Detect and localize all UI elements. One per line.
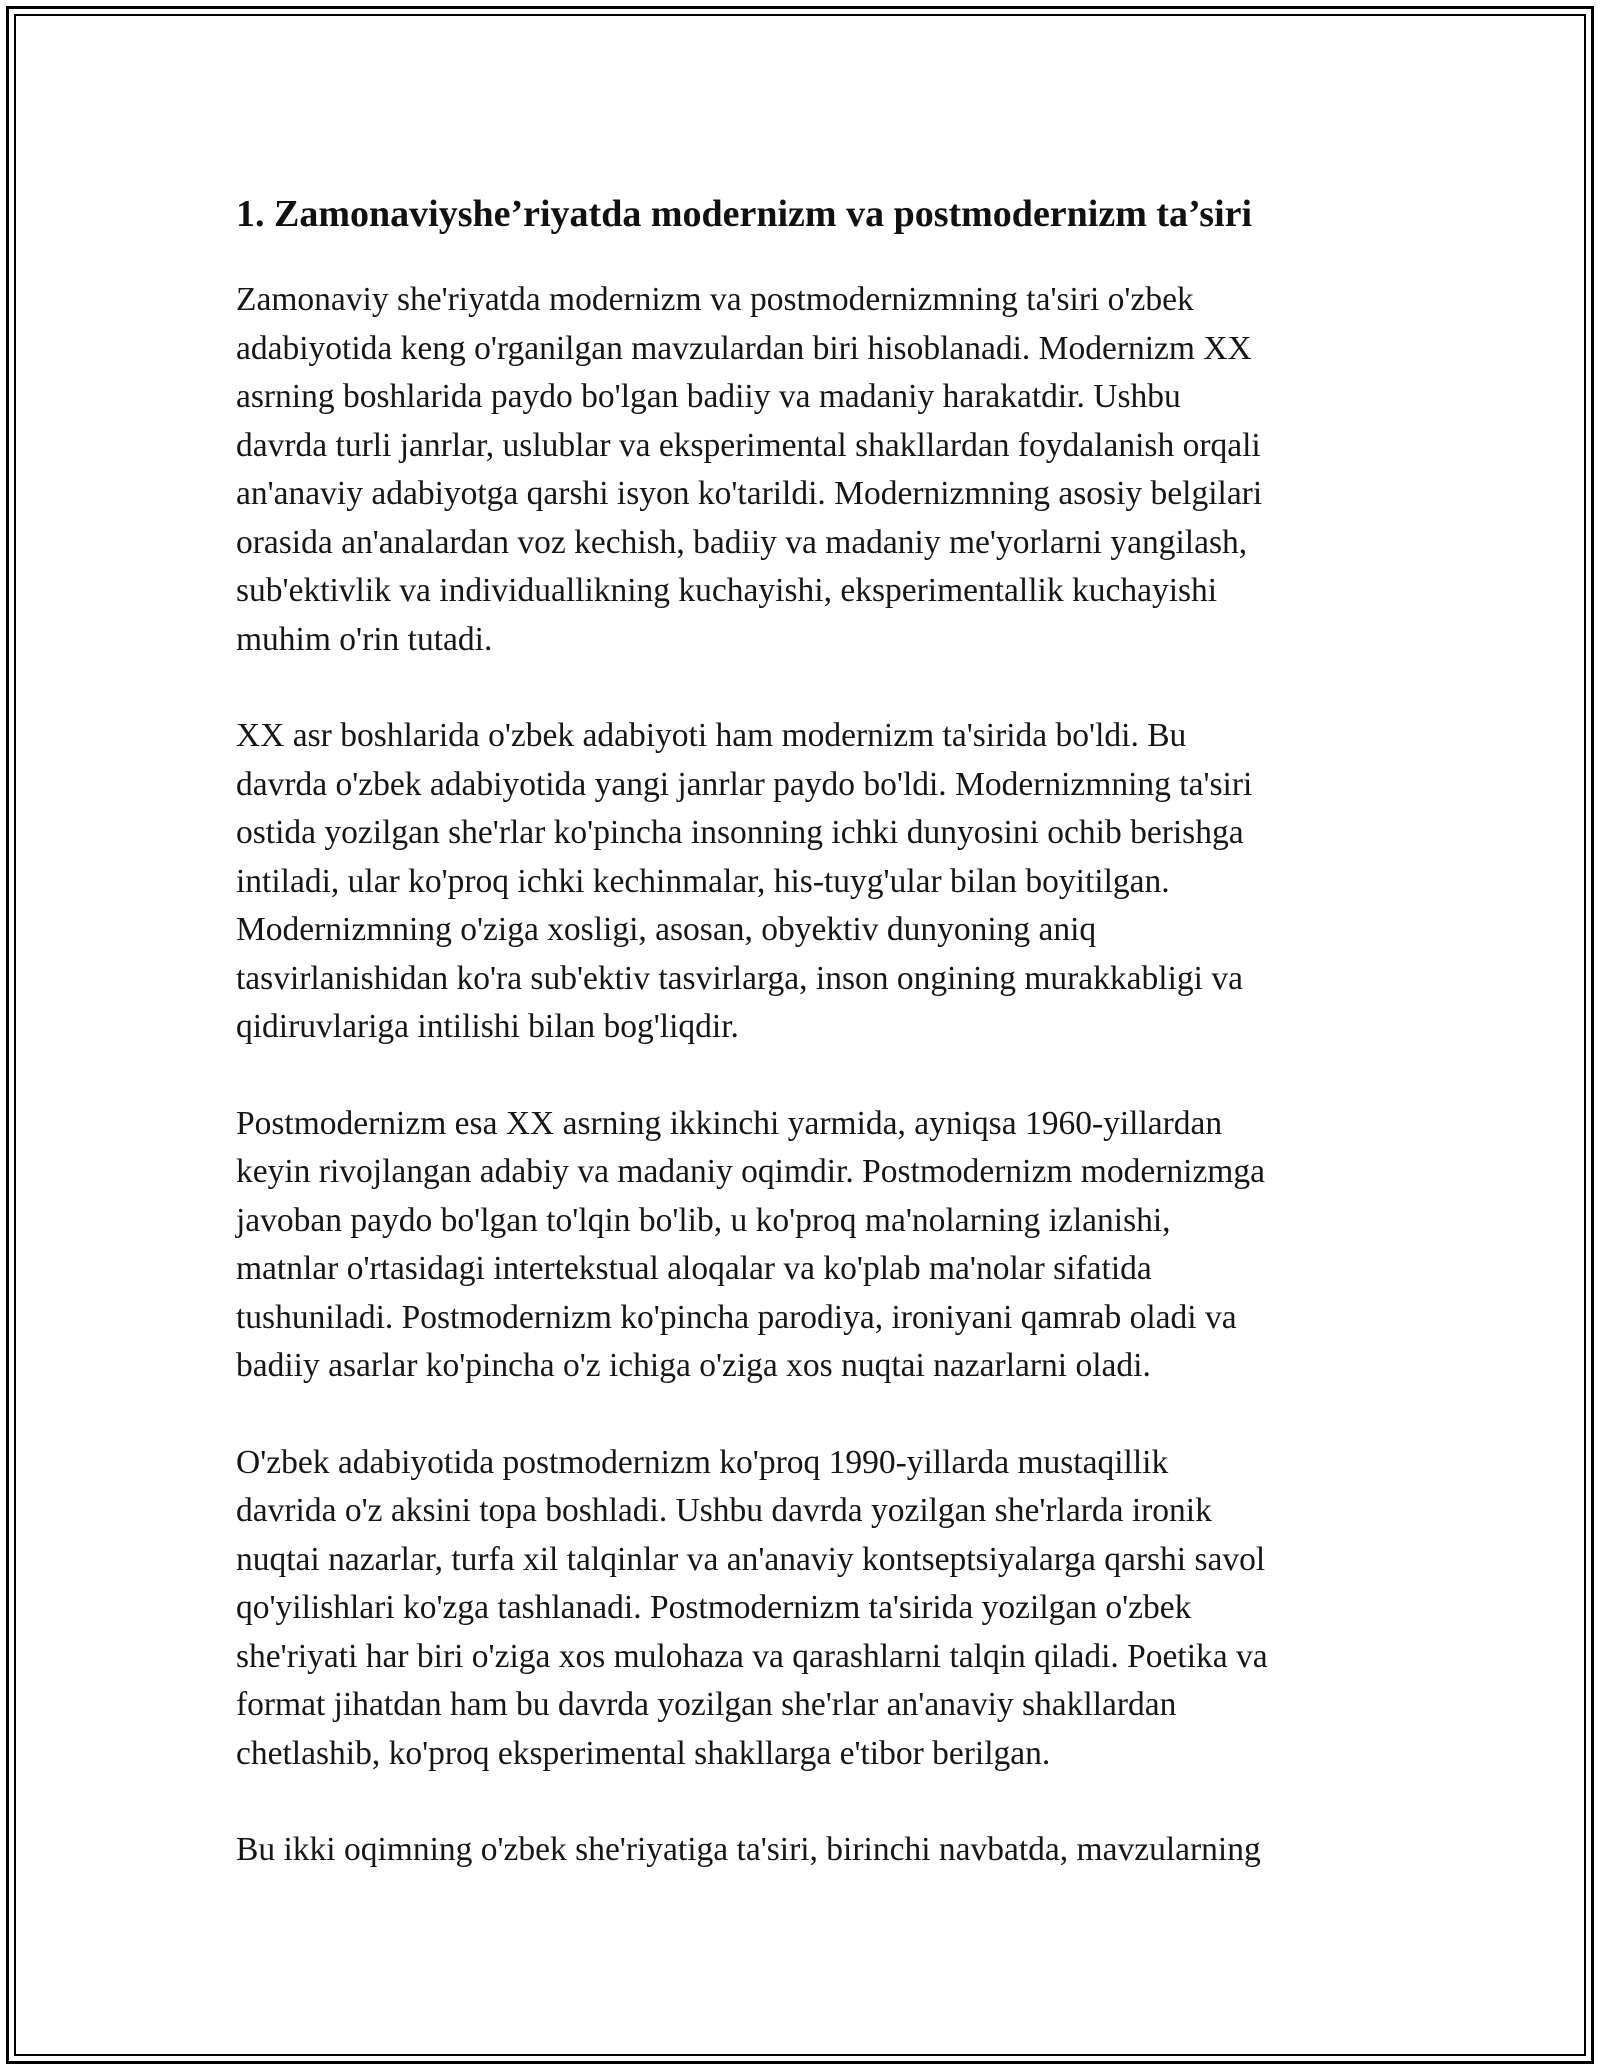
text-line: intiladi, ular ko'proq ichki kechinmalar, his-tuyg'ular bilan boyitilgan. (236, 862, 1170, 900)
text-line: asrning boshlarida paydo bo'lgan badiiy va madaniy harakatdir. Ushbu (236, 378, 1181, 415)
text-line: Modernizmning o'ziga xosligi, asosan, obyektiv dunyoning aniq (236, 911, 1097, 948)
document-body (236, 186, 1371, 1923)
text-line: XX asr boshlarida o'zbek adabiyoti ham modernizm ta'sirida bo'ldi. Bu (236, 717, 1187, 754)
text-line: an'anaviy adabiyotga qarshi isyon ko'tarildi. Modernizmning asosiy belgilari (236, 475, 1263, 512)
text-line: qidiruvlariga intilishi bilan bog'liqdir. (236, 1008, 739, 1045)
paragraph-text (236, 276, 1371, 664)
text-line: keyin rivojlangan adabiy va madaniy oqimdir. Postmodernizm modernizmga (236, 1153, 1265, 1190)
text-line: Zamonaviy she'riyatda modernizm va postmodernizmning ta'siri o'zbek (236, 281, 1194, 318)
text-line: orasida an'analardan voz kechish, badiiy va madaniy me'yorlarni yangilash, (236, 523, 1248, 561)
text-line: javoban paydo bo'lgan to'lqin bo'lib, u ko'proq ma'nolarning izlanishi, (236, 1201, 1171, 1239)
text-line: davrda o'zbek adabiyotida yangi janrlar paydo bo'ldi. Modernizmning ta'siri (236, 765, 1253, 803)
paragraph-text (236, 1826, 1371, 1875)
paragraph-text (236, 712, 1371, 1052)
text-line: muhim o'rin tutadi. (236, 620, 493, 658)
text-line: sub'ektivlik va individuallikning kuchayishi, eksperimentallik kuchayishi (236, 572, 1218, 609)
text-line: matnlar o'rtasidagi intertekstual aloqalar va ko'plab ma'nolar sifatida (236, 1250, 1152, 1287)
paragraph (236, 1826, 1371, 1875)
text-line: format jihatdan ham bu davrda yozilgan she'rlar an'anaviy shakllardan (236, 1686, 1177, 1723)
text-line: tushuniladi. Postmodernizm ko'pincha parodiya, ironiyani qamrab oladi va (236, 1298, 1237, 1336)
text-line: ostida yozilgan she'rlar ko'pincha insonning ichki dunyosini ochib berishga (236, 814, 1244, 851)
text-line: davrda turli janrlar, uslublar va eksperimental shakllardan foydalanish orqali (236, 426, 1261, 464)
text-line: davrida o'z aksini topa boshladi. Ushbu davrda yozilgan she'rlarda ironik (236, 1492, 1212, 1529)
paragraph-text (236, 1439, 1371, 1779)
text-line: adabiyotida keng o'rganilgan mavzulardan biri hisoblanadi. Modernizm XX (236, 329, 1252, 367)
text-line: Postmodernizm esa XX asrning ikkinchi yarmida, ayniqsa 1960-yillardan (236, 1104, 1223, 1142)
text-line: chetlashib, ko'proq eksperimental shakllarga e'tibor berilgan. (236, 1734, 1051, 1772)
paragraph (236, 712, 1371, 1052)
text-line: badiiy asarlar ko'pincha o'z ichiga o'ziga xos nuqtai nazarlarni oladi. (236, 1347, 1151, 1384)
paragraph (236, 1439, 1371, 1779)
paragraph (236, 1100, 1371, 1391)
text-line: Bu ikki oqimning o'zbek she'riyatiga ta'siri, birinchi navbatda, mavzularning (236, 1831, 1261, 1868)
text-line: tasvirlanishidan ko'ra sub'ektiv tasvirlarga, inson ongining murakkabligi va (236, 959, 1243, 997)
paragraph (236, 276, 1371, 664)
section-heading: 1. Zamonaviyshe’riyatda modernizm va postmodernizm ta’siri (236, 193, 1253, 235)
paragraph-text (236, 1100, 1371, 1391)
text-line: O'zbek adabiyotida postmodernizm ko'proq 1990-yillarda mustaqillik (236, 1443, 1169, 1481)
text-line: she'riyati har biri o'ziga xos mulohaza va qarashlarni talqin qiladi. Poetika va (236, 1637, 1268, 1675)
text-line: nuqtai nazarlar, turfa xil talqinlar va an'anaviy kontseptsiyalarga qarshi savol (236, 1540, 1266, 1578)
text-line: qo'yilishlari ko'zga tashlanadi. Postmodernizm ta'sirida yozilgan o'zbek (236, 1589, 1192, 1626)
